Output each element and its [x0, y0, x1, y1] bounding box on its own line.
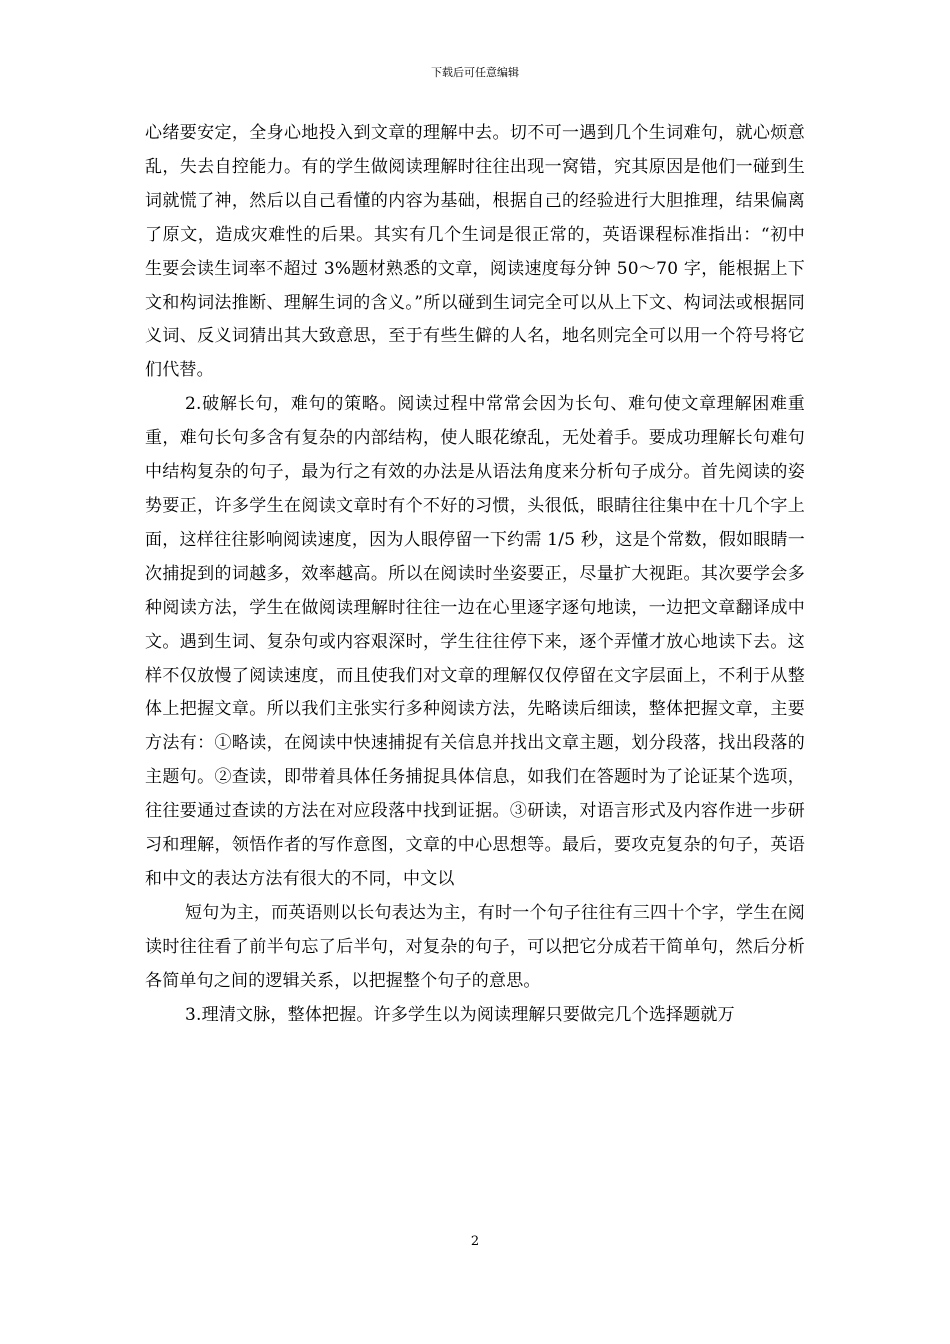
paragraph-short-sentences: 短句为主，而英语则以长句表达为主，有时一个句子往往有三四十个字，学生在阅读时往往看了前半句忘了后半句，对复杂的句子，可以把它分成若干简单句，然后分析各简单句之间的逻辑关系，以把握整个句子的意思。: [145, 902, 805, 991]
page-number: 2: [470, 1234, 480, 1249]
paragraph-context-overview: 3.理清文脉，整体把握。许多学生以为阅读理解只要做完几个选择题就万: [185, 1004, 735, 1025]
document-body: [145, 117, 805, 1032]
paragraph-long-sentence-strategy: 2.破解长句，难句的策略。阅读过程中常常会因为长句、难句使文章理解困难重重，难句长句多含有复杂的内部结构，使人眼花缭乱，无处着手。要成功理解长句难句中结构复杂的句子，最为行之有效的办法是从语法角度来分析句子成分。首先阅读的姿势要正，许多学生在阅读文章时有个不好的习惯，头很低，眼睛往往集中在十几个字上面，这样往往影响阅读速度，因为人眼停留一下约需 1/5 秒，这是个常数，假如眼睛一次捕捉到的词越多，效率越高。所以在阅读时坐姿要正，尽量扩大视距。其次要学会多种阅读方法，学生在做阅读理解时往往一边在心里逐字逐句地读，一边把文章翻译成中文。遇到生词、复杂句或内容艰深时，学生往往停下来，逐个弄懂才放心地读下去。这样不仅放慢了阅读速度，而且使我们对文章的理解仅仅停留在文字层面上，不利于从整体上把握文章。所以我们主张实行多种阅读方法，先略读后细读，整体把握文章，主要方法有：①略读，在阅读中快速捕捉有关信息并找出文章主题，划分段落，找出段落的主题句。②查读，即带着具体任务捕捉具体信息，如我们在答题时为了论证某个选项，往往要通过查读的方法在对应段落中找到证据。③研读，对语言形式及内容作进一步研习和理解，领悟作者的写作意图，文章的中心思想等。最后，要攻克复杂的句子，英语和中文的表达方法有很大的不同，中文以: [145, 394, 805, 889]
page-header: 下载后可任意编辑: [431, 66, 519, 79]
paragraph-continuation: 心绪要安定，全身心地投入到文章的理解中去。切不可一遇到几个生词难句，就心烦意乱，失去自控能力。有的学生做阅读理解时往往出现一窝错，究其原因是他们一碰到生词就慌了神，然后以自己看懂的内容为基础，根据自己的经验进行大胆推理，结果偏离了原文，造成灾难性的后果。其实有几个生词是很正常的，英语课程标准指出：“初中生要会读生词率不超过 3%题材熟悉的文章，阅读速度每分钟 50～70 字，能根据上下文和构词法推断、理解生词的含义。”所以碰到生词完全可以从上下文、构词法或根据同义词、反义词猜出其大致意思，至于有些生僻的人名，地名则完全可以用一个符号将它们代替。: [145, 123, 805, 381]
